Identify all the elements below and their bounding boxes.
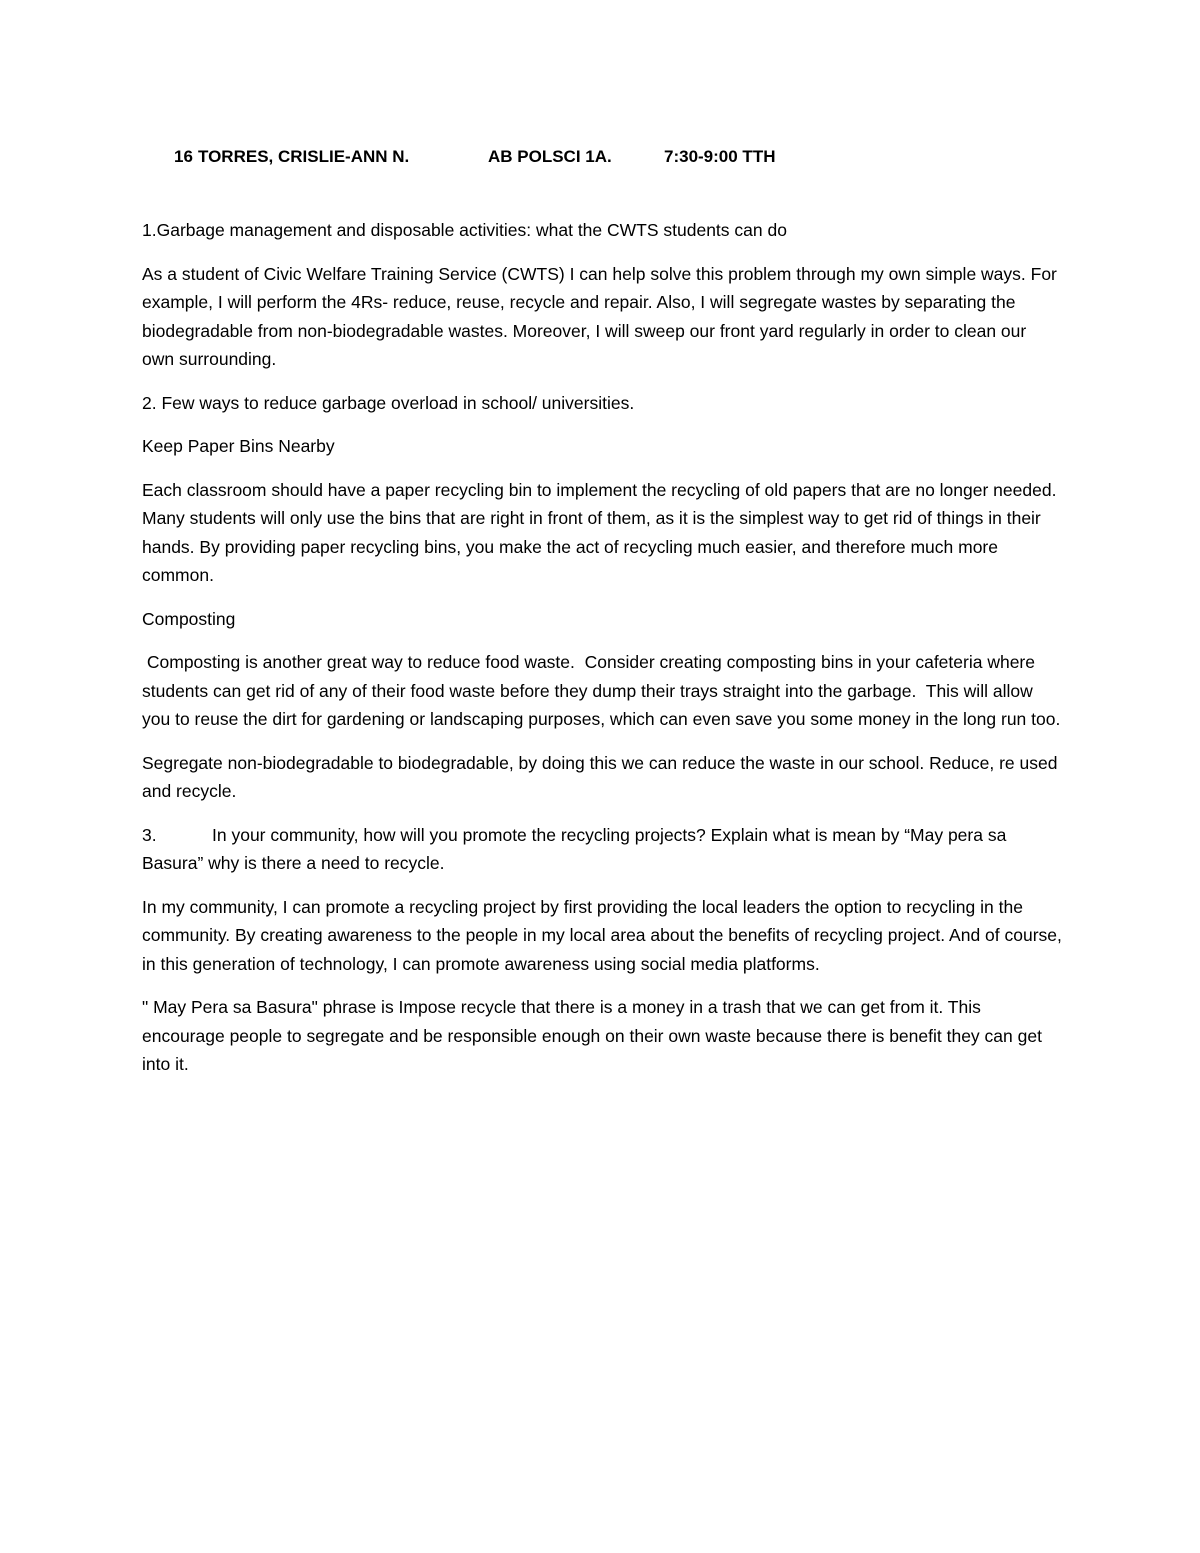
paragraph-community: In my community, I can promote a recycling project by first providing the local leaders the option to recycling in the community. By creating awareness to the people in my local area about the benefits of recycling project. And of course, in this generation of technology, I can promote awareness using social media platforms. [142,896,1062,974]
question-1-title: 1.Garbage management and disposable activities: what the CWTS students can do [142,220,787,240]
question-3-number: 3. [142,824,157,845]
paragraph-segregate: Segregate non-biodegradable to biodegradable, by doing this we can reduce the waste in our school. Reduce, re used and recycle. [142,752,1058,801]
question-3-text: In your community, how will you promote the recycling projects? Explain what is mean by “May pera sa Basura” why is there a need to recycle. [142,824,1007,873]
class-schedule: 7:30-9:00 TTH [664,147,776,166]
paragraph-paper-bins: Each classroom should have a paper recycling bin to implement the recycling of old papers that are no longer needed. Many students will only use the bins that are right in front of them, as it is the simplest way to get rid of things in their hands. By providing paper recycling bins, you make the act of recycling much easier, and therefore much more common. [142,479,1057,585]
paragraph-may-pera: " May Pera sa Basura" phrase is Impose recycle that there is a money in a trash that we can get from it. This encourage people to segregate and be responsible enough on their own waste because there is benefit they can get into it. [142,997,1042,1074]
document-body [142,216,1062,1094]
student-name: TORRES, CRISLIE-ANN N. [198,147,410,166]
paragraph-composting: Composting is another great way to reduce food waste. Consider creating composting bins in your cafeteria where students can get rid of any of their food waste before they dump their trays straight into the garbage. This will allow you to reuse the dirt for gardening or landscaping purposes, which can even save you some money in the long run too. [142,652,1061,729]
question-3-title [142,821,1062,878]
student-number: 16 [174,147,193,166]
subheading-composting: Composting [142,608,236,629]
question-1-answer: As a student of Civic Welfare Training Service (CWTS) I can help solve this problem through my own simple ways. For example, I will perform the 4Rs- reduce, reuse, recycle and repair. Also, I will segregate wastes by separating the biodegradable from non-biodegradable wastes. Moreover, I will sweep our front yard regularly in order to clean our own surrounding. [142,263,1057,369]
subheading-paper-bins: Keep Paper Bins Nearby [142,436,335,456]
question-2-title: 2. Few ways to reduce garbage overload in school/ universities. [142,392,635,413]
student-course: AB POLSCI 1A. [488,147,612,166]
